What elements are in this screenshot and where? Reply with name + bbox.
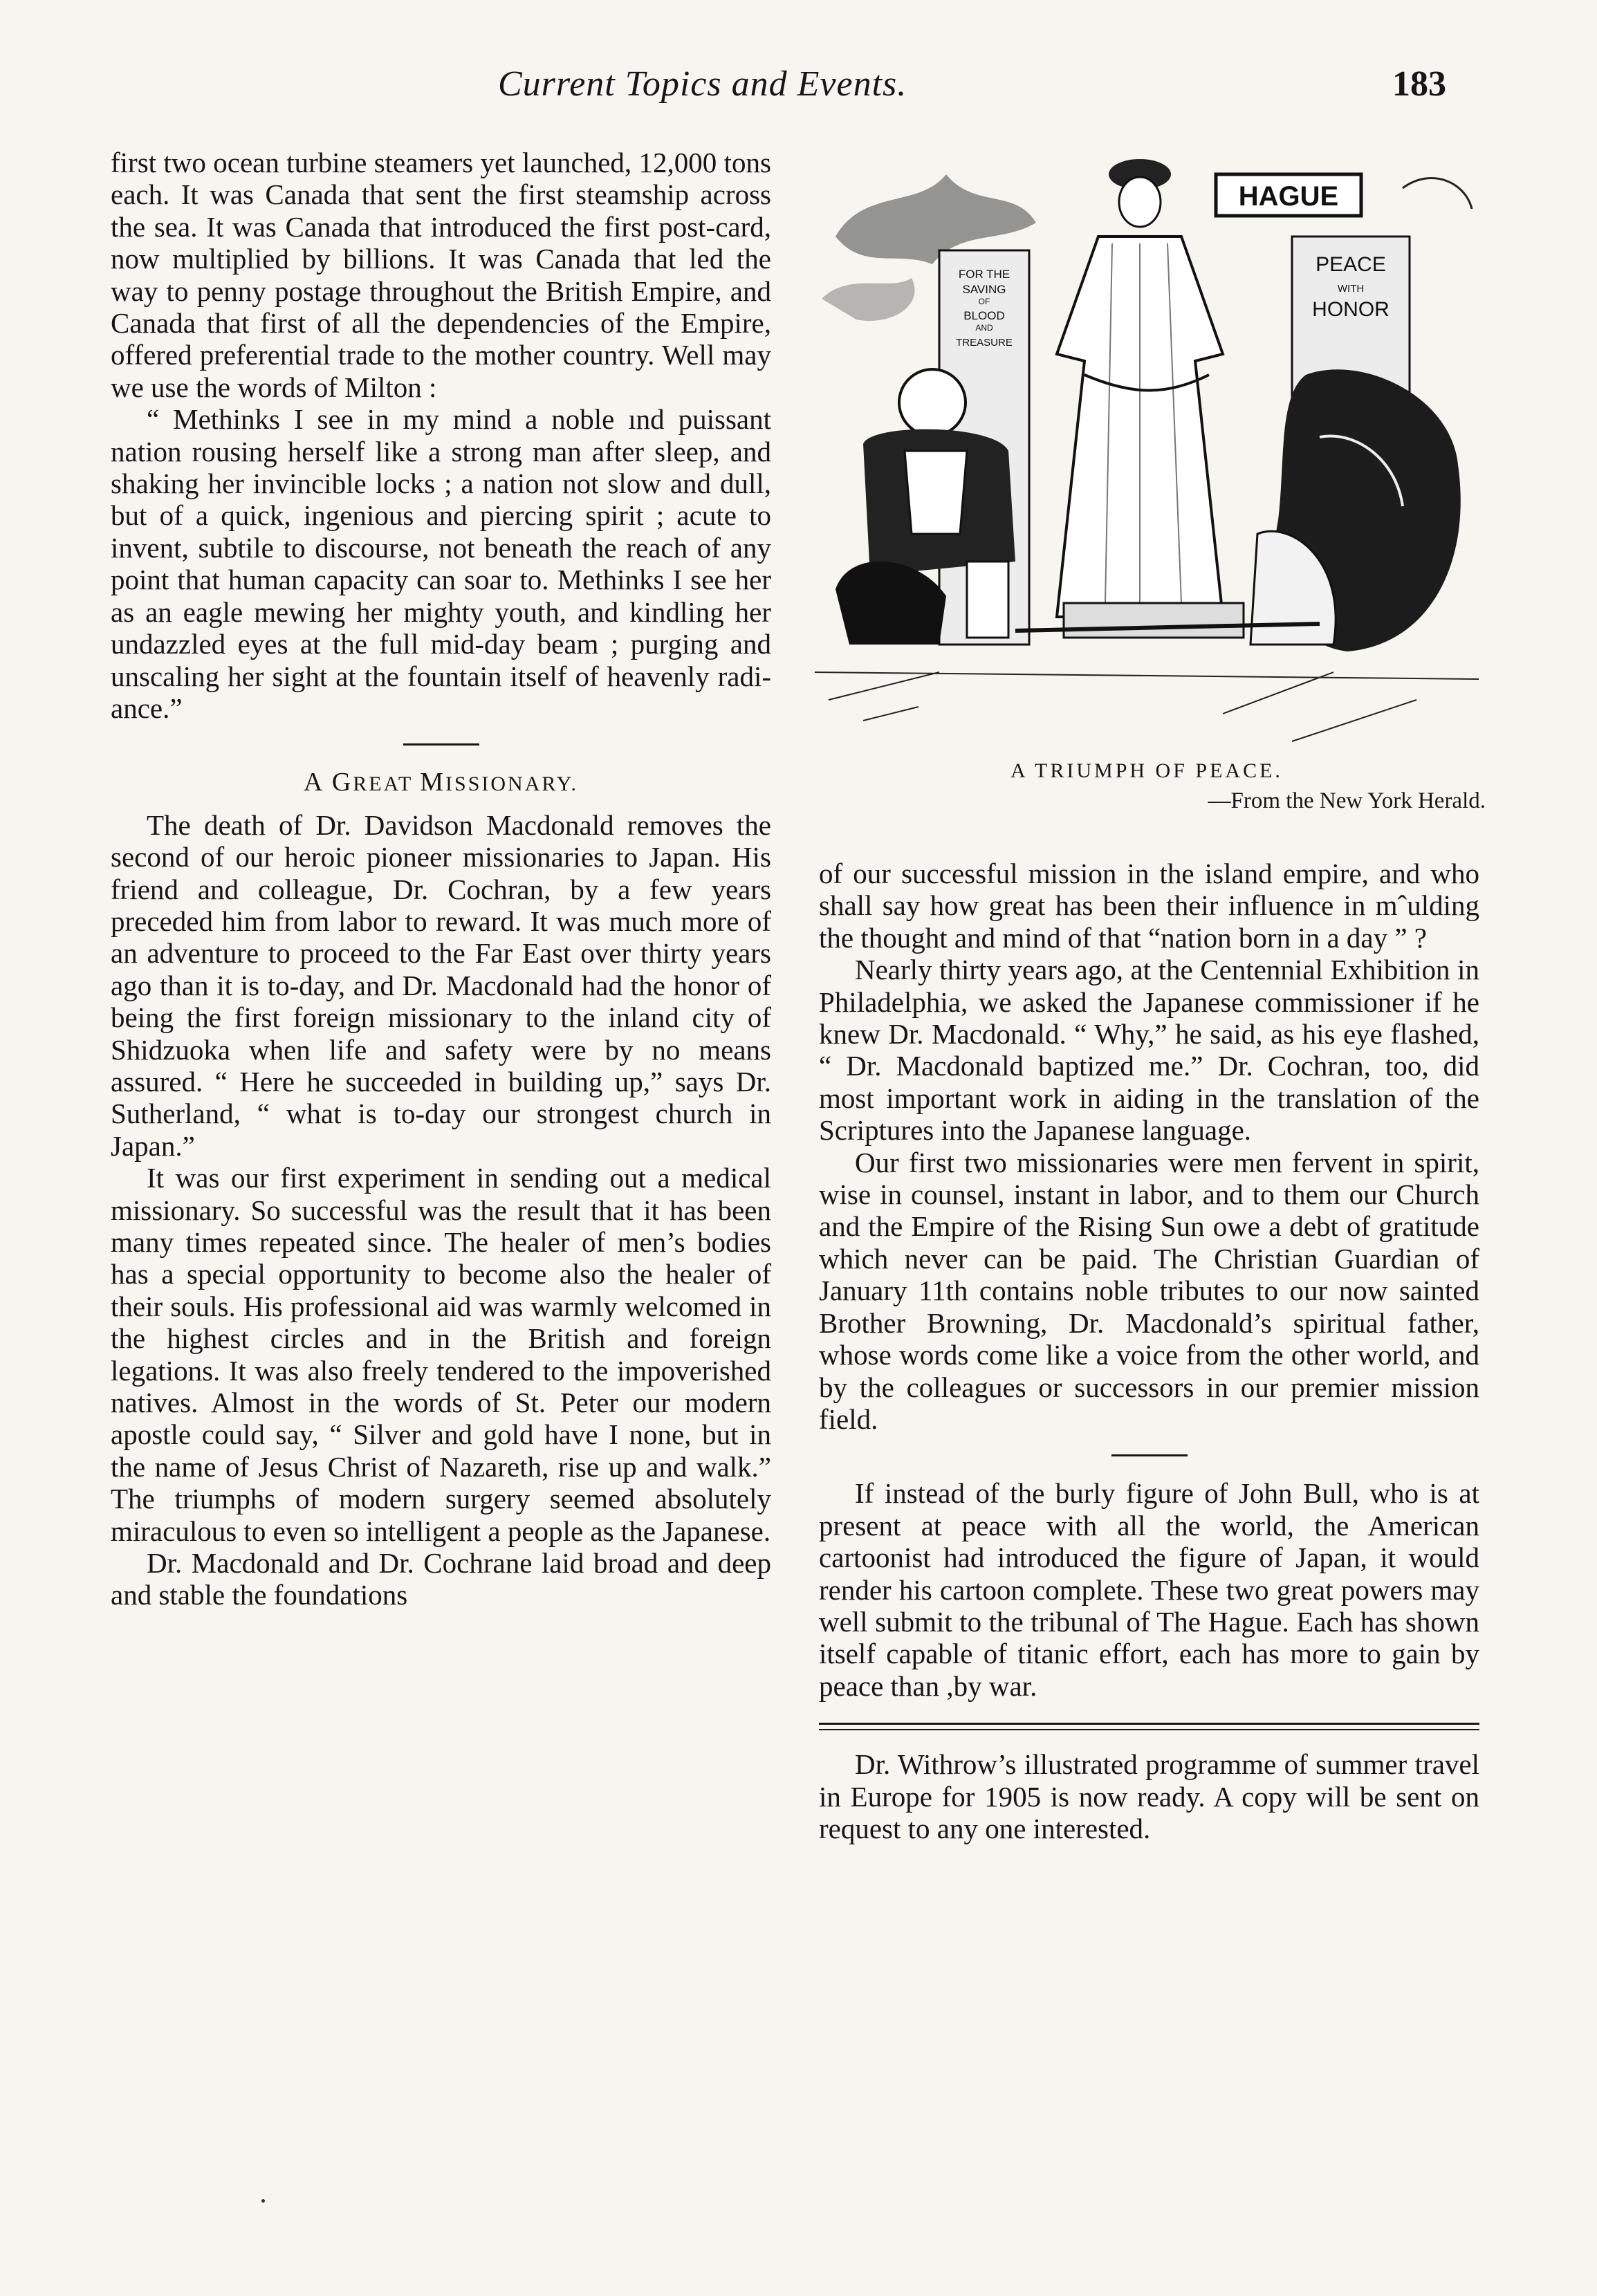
section-divider bbox=[1111, 1454, 1188, 1456]
cartoon-caption-credit: —From the New York Herald. bbox=[1208, 788, 1486, 813]
sign-right-line: WITH bbox=[1337, 283, 1365, 295]
page-number: 183 bbox=[1392, 64, 1446, 104]
peace-figure bbox=[1057, 159, 1223, 617]
paragraph: of our successful mission in the island empire, and who shall say how great has been their influence in mˆulding the thought and mind of that “nation born in a day ” ? bbox=[819, 858, 1479, 954]
left-column bbox=[111, 147, 771, 1611]
cartoon-caption-title: A TRIUMPH OF PEACE. bbox=[1010, 759, 1283, 782]
cartoon-illustration bbox=[808, 147, 1486, 755]
paragraph: It was our first experiment in sending out a medical missionary. So successful was the result that it has been many times repeated since. The healer of men’s bodies has a special opportunity to become also the healer of their souls. His professional aid was warmly welcomed in the highest circles and in the British and foreign legations. It was also freely tendered to the impoverished natives. Almost in the words of St. Peter our modern apostle could say, “ Silver and gold have I none, but in the name of Jesus Christ of Nazareth, rise up and walk.” The triumphs of modern surgery seemed absolutely miraculous to even so intelligent a people as the Japanese. bbox=[111, 1162, 771, 1547]
paragraph: Dr. Macdonald and Dr. Cochrane laid broad and deep and stable the foundations bbox=[111, 1547, 771, 1611]
sign-hague: HAGUE bbox=[1238, 181, 1339, 212]
sign-left-line: SAVING bbox=[962, 283, 1006, 296]
print-speck bbox=[261, 2199, 265, 2203]
sign-left-line: AND bbox=[975, 323, 993, 333]
sign-right-line: HONOR bbox=[1312, 298, 1390, 321]
cartoon-drawing bbox=[808, 147, 1486, 755]
paragraph: first two ocean turbine steamers yet launched, 12,000 tons each. It was Canada that sent the first steamship across the sea. It was Canada that introduced the first post-card, now multiplied by billions. It was Canada that led the way to penny postage throughout the British Empire, and Canada that first of all the dependencies of the Empire, offered preferential trade to the mother country. Well may we use the words of Milton : bbox=[111, 147, 771, 403]
notice-paragraph: Dr. Withrow’s illustrated programme of summer travel in Europe for 1905 is now ready. A copy will be sent on request to any one interested. bbox=[819, 1748, 1479, 1844]
double-rule-divider bbox=[819, 1723, 1479, 1730]
bear-figure bbox=[1250, 369, 1461, 651]
right-column bbox=[819, 858, 1479, 1844]
sign-right-line: PEACE bbox=[1316, 253, 1386, 276]
paragraph: Nearly thirty years ago, at the Centennial Exhibition in Philadelphia, we asked the Japanese commissioner if he knew Dr. Macdonald. “ Why,” he said, as his eye flashed, “ Dr. Macdonald baptized me.” Dr. Cochran, too, did most important work in aiding in the translation of the Scriptures into the Japanese language. bbox=[819, 954, 1479, 1147]
sign-left-line: FOR THE bbox=[958, 268, 1010, 281]
milton-quote: “ Methinks I see in my mind a noble ınd puissant nation rousing herself like a strong man after sleep, and shaking her invincible locks ; a nation not slow and dull, but of a quick, ingenious and piercing spirit ; acute to invent, subtile to discourse, not beneath the reach of any point that human capacity can soar to. Methinks I see her as an eagle mewing her mighty youth, and kindling her undazzled eyes at the full mid-day beam ; purging and unscaling her sight at the fountain itself of heavenly radiance.” bbox=[111, 403, 771, 724]
paragraph: Our first two missionaries were men fervent in spirit, wise in counsel, instant in labor, and to them our Church and the Empire of the Rising Sun owe a debt of gratitude which never can be paid. The Christian Guardian of January 11th contains noble tributes to our now sainted Brother Browning, Dr. Macdonald’s spiritual father, whose words come like a voice from the other world, and by the colleagues or successors in our premier mission field. bbox=[819, 1146, 1479, 1435]
sign-left-line: TREASURE bbox=[956, 337, 1013, 349]
sign-left-line: BLOOD bbox=[963, 309, 1005, 322]
paragraph: The death of Dr. Davidson Macdonald removes the second of our heroic pioneer missionaries to Japan. His friend and colleague, Dr. Cochran, by a few years preceded him from labor to reward. It was much more of an adventure to proceed to the Far East over thirty years ago than it is to-day, and Dr. Macdonald had the honor of being the first foreign missionary to the inland city of Shidzuoka when life and safety were by no means assured. “ Here he succeeded in building up,” says Dr. Sutherland, “ what is to-day our strongest church in Japan.” bbox=[111, 808, 771, 1162]
sign-left-line: OF bbox=[978, 297, 990, 306]
section-divider bbox=[403, 743, 479, 746]
paragraph: If instead of the burly figure of John Bull, who is at present at peace with all the world, the American cartoonist had introduced the figure of Japan, it would render his cartoon complete. These two great powers may well submit to the tribunal of The Hague. Each has shown itself capable of titanic effort, each has more to gain by peace than ,by war. bbox=[819, 1477, 1479, 1702]
section-heading: A GREAT MISSIONARY. bbox=[303, 768, 579, 797]
running-title: Current Topics and Events. bbox=[498, 64, 907, 104]
